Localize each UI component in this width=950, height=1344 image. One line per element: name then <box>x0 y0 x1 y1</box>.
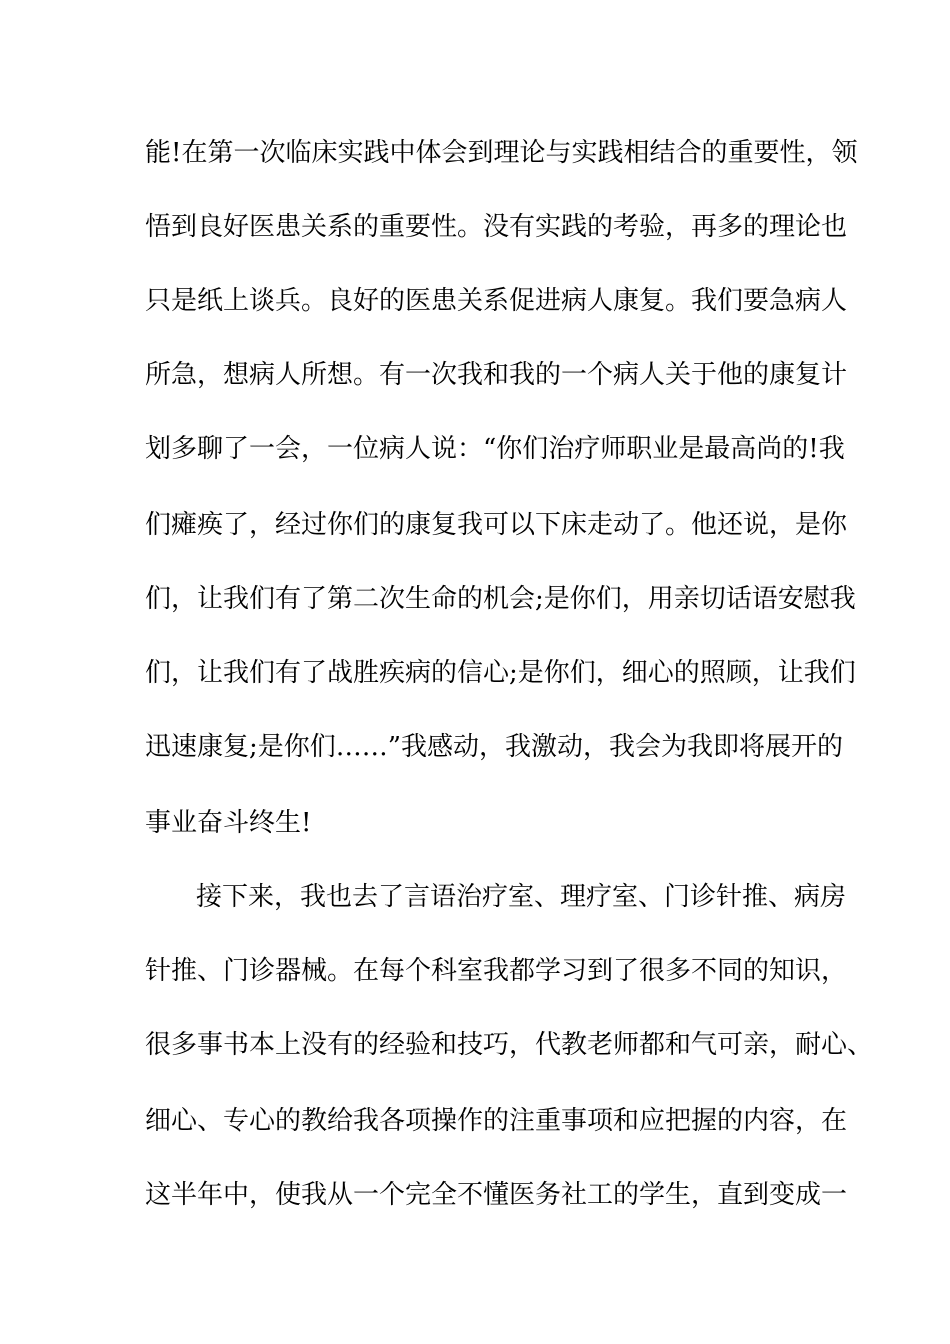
text-line: 迅速康复;是你们……”我感动，我激动，我会为我即将展开的 <box>145 732 844 762</box>
text-line: 们瘫痪了，经过你们的康复我可以下床走动了。他还说，是你 <box>145 510 848 540</box>
text-line: 这半年中，使我从一个完全不懂医务社工的学生，直到变成一 <box>145 1180 848 1210</box>
text-line: 们，让我们有了战胜疾病的信心;是你们，细心的照顾，让我们 <box>145 658 856 688</box>
text-line: 能!在第一次临床实践中体会到理论与实践相结合的重要性，领 <box>145 138 858 168</box>
text-line: 很多事书本上没有的经验和技巧，代教老师都和气可亲，耐心、 <box>145 1030 874 1060</box>
text-line: 所急，想病人所想。有一次我和我的一个病人关于他的康复计 <box>145 360 848 390</box>
text-line: 们，让我们有了第二次生命的机会;是你们，用亲切话语安慰我 <box>145 584 856 614</box>
text-line: 针推、门诊器械。在每个科室我都学习到了很多不同的知识， <box>145 956 848 986</box>
text-line: 悟到良好医患关系的重要性。没有实践的考验，再多的理论也 <box>145 212 848 242</box>
text-line: 划多聊了一会，一位病人说：“你们治疗师职业是最高尚的!我 <box>145 434 845 464</box>
text-line: 只是纸上谈兵。良好的医患关系促进病人康复。我们要急病人 <box>145 286 848 316</box>
text-line: 细心、专心的教给我各项操作的注重事项和应把握的内容，在 <box>145 1106 848 1136</box>
text-line: 事业奋斗终生! <box>145 808 312 838</box>
text-line: 接下来，我也去了言语治疗室、理疗室、门诊针推、病房 <box>196 882 847 912</box>
